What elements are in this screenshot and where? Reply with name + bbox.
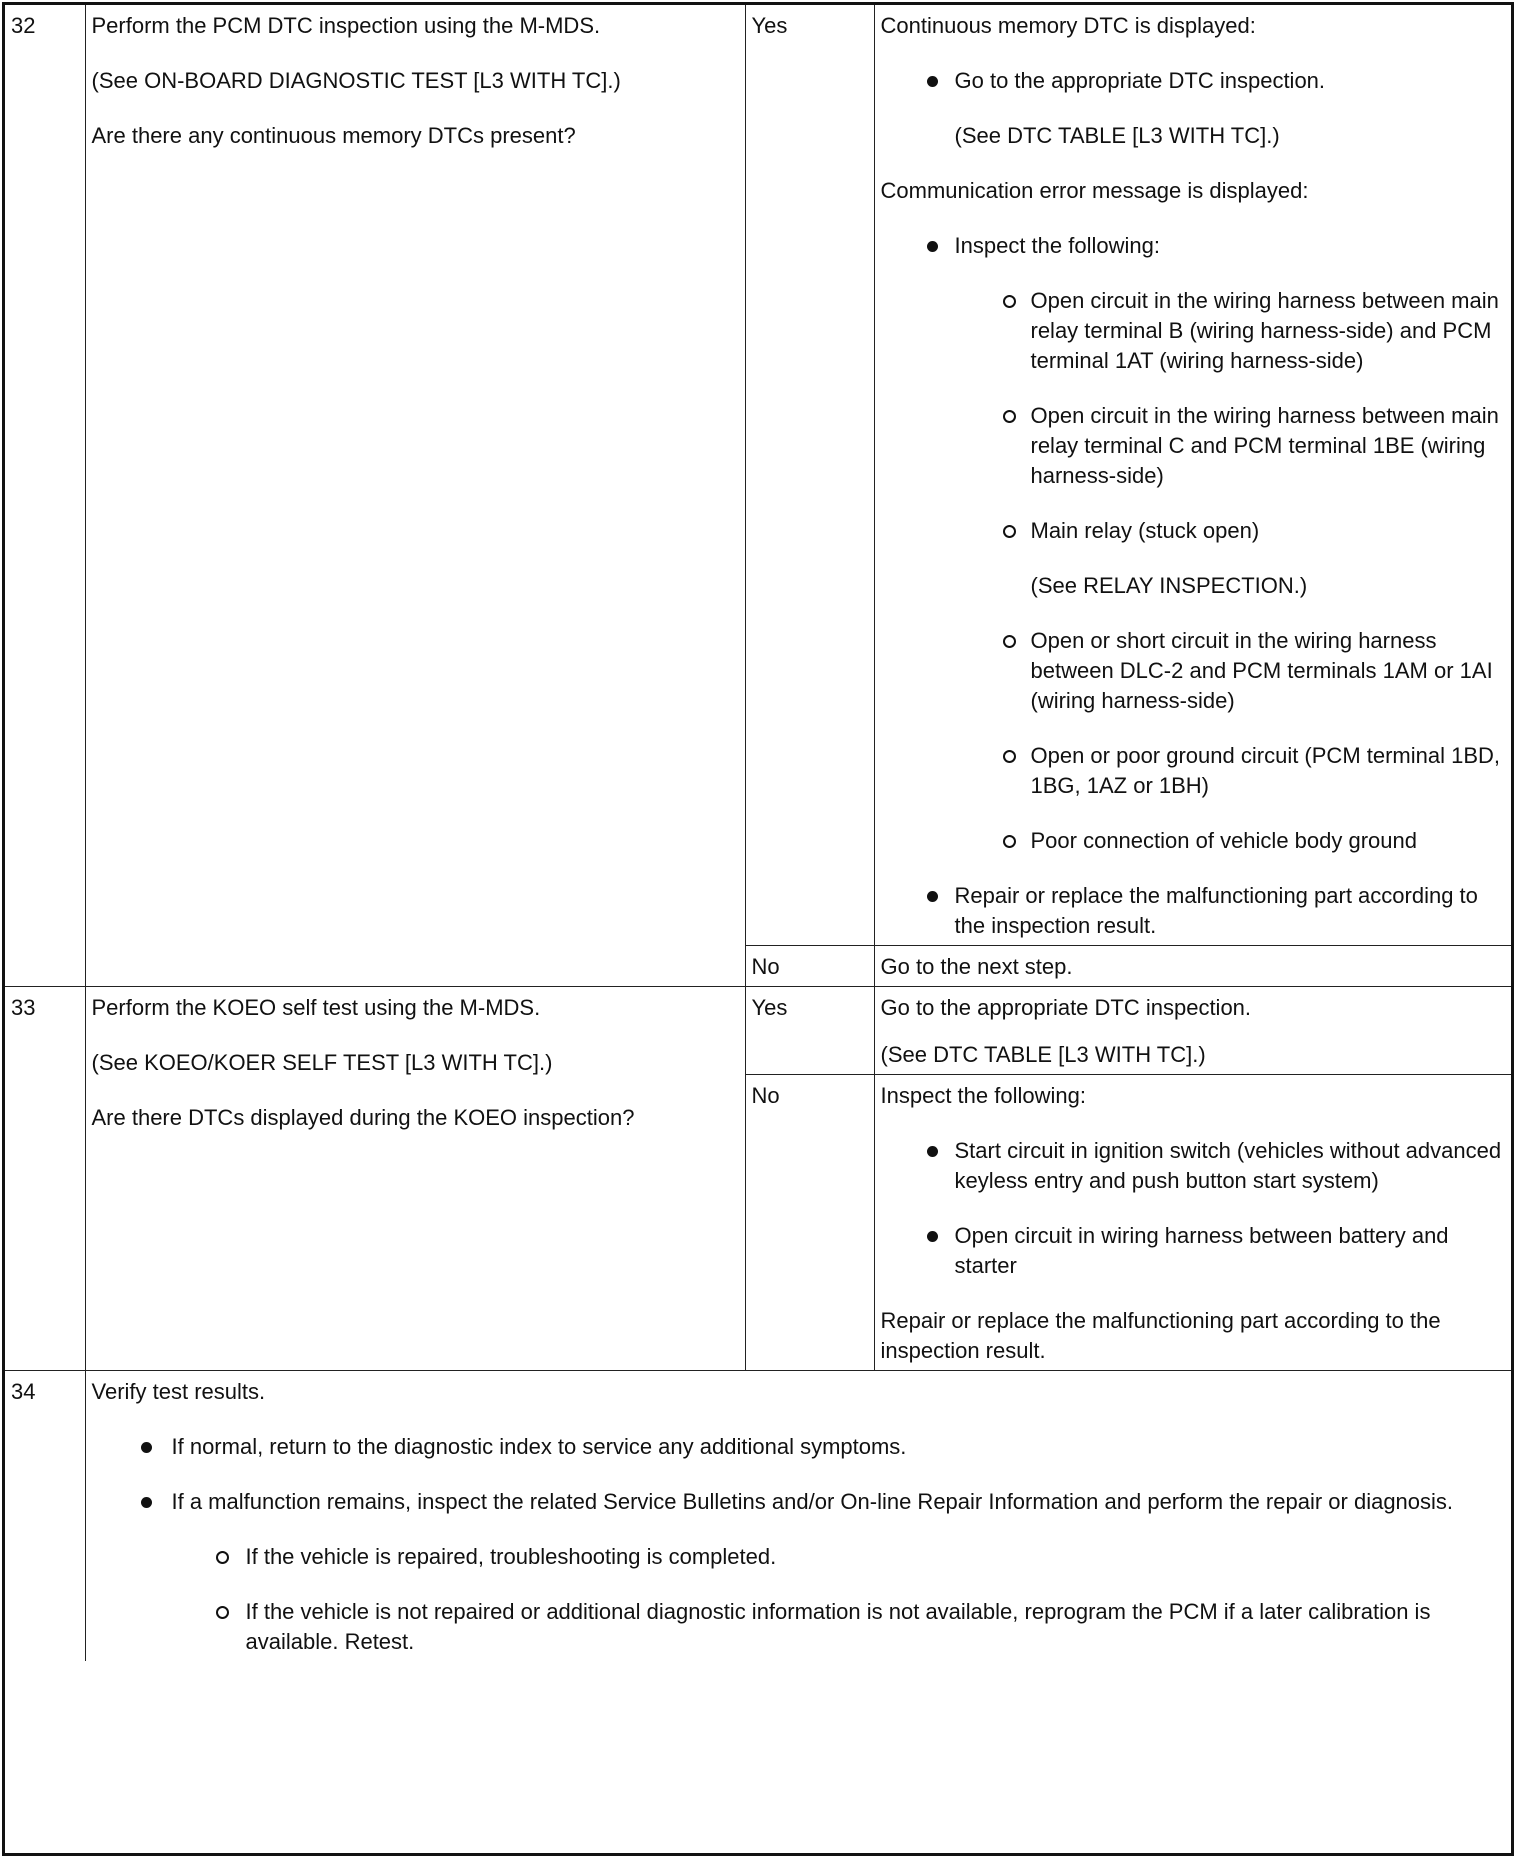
bullet-dot-icon bbox=[141, 1497, 152, 1508]
list-item: Start circuit in ignition switch (vehicles without advanced keyless entry and push button start system) bbox=[881, 1136, 1506, 1196]
step-number: 32 bbox=[5, 5, 85, 987]
bullet-dot-icon bbox=[927, 241, 938, 252]
no-result: Go to the next step. bbox=[874, 946, 1511, 987]
action-reference: (See ON-BOARD DIAGNOSTIC TEST [L3 WITH TC].) bbox=[91, 68, 621, 93]
bullet-list bbox=[881, 231, 1506, 261]
bullet-circle-icon bbox=[1003, 410, 1016, 423]
action-question: Are there DTCs displayed during the KOEO inspection? bbox=[91, 1105, 635, 1130]
list-item: If a malfunction remains, inspect the related Service Bulletins and/or On-line Repair Information and perform the repair or diagnosis. bbox=[92, 1487, 1506, 1517]
result-heading: Inspect the following: bbox=[880, 1083, 1086, 1108]
reference-text: (See RELAY INSPECTION.) bbox=[1030, 573, 1308, 598]
step-33-yes-row bbox=[5, 987, 1511, 1075]
sub-list-item: If the vehicle is not repaired or additional diagnostic information is not available, reprogram the PCM if a later calibration is available. Retest. bbox=[92, 1597, 1506, 1657]
bullet-dot-icon bbox=[927, 1146, 938, 1157]
bullet-list bbox=[92, 1432, 1506, 1517]
bullet-circle-icon bbox=[216, 1551, 229, 1564]
action-text: Verify test results. bbox=[91, 1379, 266, 1404]
list-item: Open circuit in wiring harness between battery and starter bbox=[881, 1221, 1506, 1281]
no-label: No bbox=[745, 1075, 874, 1371]
sub-bullet-list bbox=[881, 286, 1506, 856]
reference-text: (See DTC TABLE [L3 WITH TC].) bbox=[880, 1042, 1206, 1067]
step-34-row bbox=[5, 1371, 1511, 1662]
action-reference: (See KOEO/KOER SELF TEST [L3 WITH TC].) bbox=[91, 1050, 553, 1075]
bullet-list bbox=[881, 66, 1506, 151]
action-text: Perform the KOEO self test using the M-MDS. bbox=[91, 995, 541, 1020]
result-heading: Communication error message is displayed: bbox=[880, 178, 1309, 203]
result-text: Go to the appropriate DTC inspection. bbox=[880, 995, 1252, 1020]
bullet-dot-icon bbox=[141, 1442, 152, 1453]
bullet-circle-icon bbox=[1003, 635, 1016, 648]
sub-list-item: If the vehicle is repaired, troubleshooting is completed. bbox=[92, 1542, 1506, 1572]
action-question: Are there any continuous memory DTCs present? bbox=[91, 123, 576, 148]
sub-list-item: Main relay (stuck open) (See RELAY INSPECTION.) bbox=[881, 516, 1506, 601]
bullet-dot-icon bbox=[927, 891, 938, 902]
yes-label: Yes bbox=[745, 987, 874, 1075]
diagnostic-procedure-document bbox=[2, 2, 1514, 1856]
step-action bbox=[85, 987, 745, 1371]
bullet-circle-icon bbox=[1003, 835, 1016, 848]
result-heading: Continuous memory DTC is displayed: bbox=[880, 13, 1256, 38]
yes-result bbox=[874, 987, 1511, 1075]
bullet-circle-icon bbox=[1003, 750, 1016, 763]
bullet-circle-icon bbox=[1003, 295, 1016, 308]
no-label: No bbox=[745, 946, 874, 987]
step-action bbox=[85, 5, 745, 987]
diagnostic-table bbox=[5, 5, 1511, 1661]
bullet-circle-icon bbox=[216, 1606, 229, 1619]
bullet-list bbox=[881, 881, 1506, 941]
step-number: 34 bbox=[5, 1371, 85, 1662]
yes-result bbox=[874, 5, 1511, 946]
result-footer: Repair or replace the malfunctioning part according to the inspection result. bbox=[880, 1308, 1441, 1363]
sub-list-item: Open or poor ground circuit (PCM terminal 1BD, 1BG, 1AZ or 1BH) bbox=[881, 741, 1506, 801]
step-32-yes-row bbox=[5, 5, 1511, 946]
list-item: If normal, return to the diagnostic index to service any additional symptoms. bbox=[92, 1432, 1506, 1462]
action-text: Perform the PCM DTC inspection using the M-MDS. bbox=[91, 13, 601, 38]
sub-list-item: Open circuit in the wiring harness between main relay terminal C and PCM terminal 1BE (wiring harness-side) bbox=[881, 401, 1506, 491]
step-action bbox=[85, 1371, 1511, 1662]
bullet-dot-icon bbox=[927, 1231, 938, 1242]
list-item: Go to the appropriate DTC inspection. (See DTC TABLE [L3 WITH TC].) bbox=[881, 66, 1506, 151]
bullet-dot-icon bbox=[927, 76, 938, 87]
list-item: Inspect the following: bbox=[881, 231, 1506, 261]
reference-text: (See DTC TABLE [L3 WITH TC].) bbox=[954, 123, 1280, 148]
bullet-list bbox=[881, 1136, 1506, 1281]
sub-list-item: Open circuit in the wiring harness between main relay terminal B (wiring harness-side) and PCM terminal 1AT (wiring harness-side) bbox=[881, 286, 1506, 376]
sub-list-item: Open or short circuit in the wiring harness between DLC-2 and PCM terminals 1AM or 1AI (wiring harness-side) bbox=[881, 626, 1506, 716]
list-item: Repair or replace the malfunctioning part according to the inspection result. bbox=[881, 881, 1506, 941]
sub-list-item: Poor connection of vehicle body ground bbox=[881, 826, 1506, 856]
bullet-circle-icon bbox=[1003, 525, 1016, 538]
no-result bbox=[874, 1075, 1511, 1371]
yes-label: Yes bbox=[745, 5, 874, 946]
step-number: 33 bbox=[5, 987, 85, 1371]
sub-bullet-list bbox=[92, 1542, 1506, 1657]
